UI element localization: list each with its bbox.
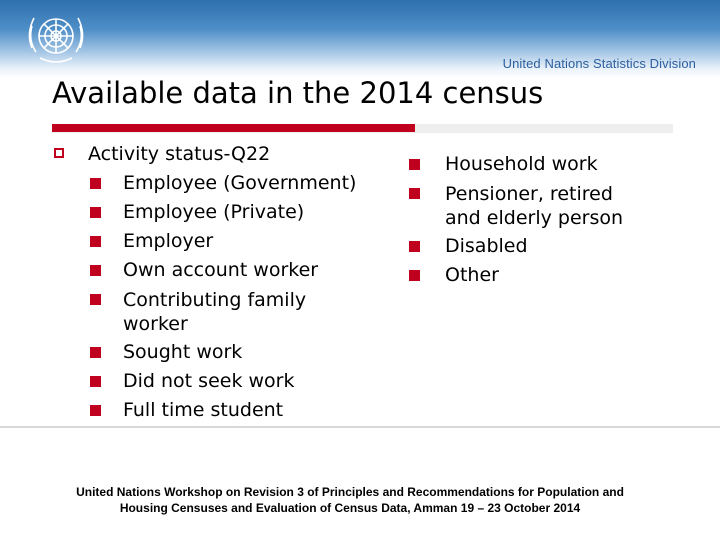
organization-name: United Nations Statistics Division [502,56,696,71]
hollow-square-bullet-icon [54,148,64,158]
list-item [54,396,394,425]
footer-line: United Nations Workshop on Revision 3 of Principles and Recommendations for Population and [76,485,624,499]
footer-line: Housing Censuses and Evaluation of Census Data, Amman 19 – 23 October 2014 [119,501,581,515]
square-bullet-icon [90,207,101,218]
list-item-label: Own account worker [123,259,319,281]
list-item-label: Sought work [123,341,243,363]
square-bullet-icon [90,294,101,305]
footer-divider [0,426,720,428]
square-bullet-icon [90,376,101,387]
right-column [408,150,678,290]
list-item [408,150,678,179]
list-item-label: Contributing family worker [123,289,307,335]
square-bullet-icon [409,188,420,199]
square-bullet-icon [90,347,101,358]
list-item [54,367,394,396]
square-bullet-icon [409,270,420,281]
list-item-label: Disabled [445,235,528,257]
list-item [54,198,394,227]
square-bullet-icon [90,265,101,276]
square-bullet-icon [409,159,420,170]
footer-text [30,484,670,516]
list-item-label: Household work [445,153,598,175]
list-item [54,338,394,367]
list-item-label: Employee (Private) [123,201,305,223]
square-bullet-icon [90,405,101,416]
header-banner [0,0,720,78]
list-item-label: Pensioner, retired and elderly person [445,183,624,229]
list-item-label: Other [445,264,499,286]
left-column [54,140,394,425]
square-bullet-icon [90,178,101,189]
list-item [408,261,678,290]
list-item [54,256,394,285]
list-item [54,227,394,256]
un-emblem-icon [18,6,94,70]
list-item [408,232,678,261]
list-item-main [54,140,394,169]
list-item [54,285,394,338]
list-item-label: Employer [123,230,214,252]
list-item-label: Activity status-Q22 [88,143,271,165]
slide-title: Available data in the 2014 census [52,76,544,110]
list-item-label: Full time student [123,399,284,421]
list-item-label: Did not seek work [123,370,295,392]
square-bullet-icon [409,241,420,252]
title-underline-red [52,124,415,132]
square-bullet-icon [90,236,101,247]
list-item [408,179,678,232]
list-item [54,169,394,198]
list-item-label: Employee (Government) [123,172,357,194]
